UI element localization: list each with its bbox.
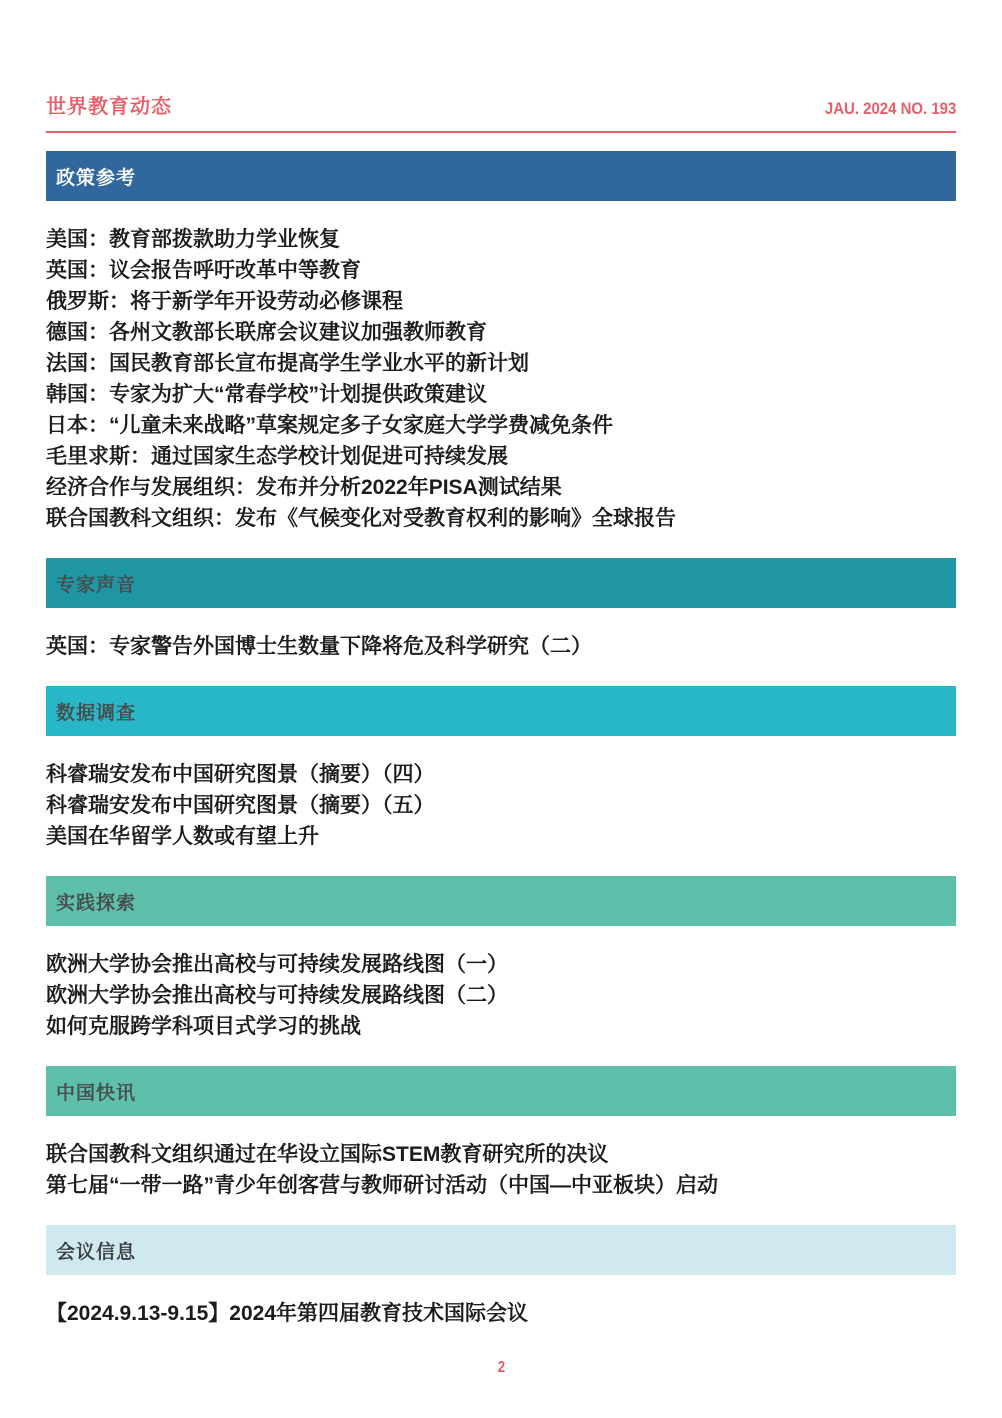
toc-item: 美国在华留学人数或有望上升 bbox=[46, 825, 319, 848]
brand-title: 世界教育动态 bbox=[46, 96, 172, 118]
section-item-list bbox=[46, 949, 956, 1042]
page-number: 2 bbox=[497, 1359, 505, 1376]
masthead bbox=[46, 90, 956, 119]
toc-item: 科睿瑞安发布中国研究图景（摘要）（五） bbox=[46, 794, 435, 817]
toc-item: 如何克服跨学科项目式学习的挑战 bbox=[46, 1015, 361, 1038]
issue-label: JAU. 2024 NO. 193 bbox=[824, 99, 956, 118]
section-banner-policy-reference bbox=[46, 151, 956, 201]
section-title: 专家声音 bbox=[56, 574, 137, 596]
toc-item: 法国：国民教育部长宣布提高学生学业水平的新计划 bbox=[46, 352, 529, 375]
section-item-list bbox=[46, 1139, 956, 1201]
section-practice-exploration bbox=[46, 876, 956, 1042]
toc-item: 毛里求斯：通过国家生态学校计划促进可持续发展 bbox=[46, 445, 508, 468]
toc-item: 英国：议会报告呼吁改革中等教育 bbox=[46, 259, 361, 282]
section-data-survey bbox=[46, 686, 956, 852]
section-title: 实践探索 bbox=[56, 892, 137, 914]
toc-item: 联合国教科文组织：发布《气候变化对受教育权利的影响》全球报告 bbox=[46, 507, 676, 530]
section-title: 政策参考 bbox=[56, 167, 137, 189]
toc-item: 联合国教科文组织通过在华设立国际STEM教育研究所的决议 bbox=[46, 1143, 609, 1166]
section-title: 数据调查 bbox=[56, 702, 137, 724]
section-title: 会议信息 bbox=[56, 1241, 137, 1263]
section-banner-conference-info bbox=[46, 1225, 956, 1275]
toc-item: 经济合作与发展组织：发布并分析2022年PISA测试结果 bbox=[46, 476, 562, 499]
section-banner-expert-voices bbox=[46, 558, 956, 608]
section-banner-practice-exploration bbox=[46, 876, 956, 926]
section-item-list bbox=[46, 631, 956, 662]
toc-item: 德国：各州文教部长联席会议建议加强教师教育 bbox=[46, 321, 487, 344]
section-item-list bbox=[46, 224, 956, 534]
section-china-news bbox=[46, 1066, 956, 1201]
toc-item: 欧洲大学协会推出高校与可持续发展路线图（二） bbox=[46, 984, 508, 1007]
section-banner-data-survey bbox=[46, 686, 956, 736]
toc-sections bbox=[46, 151, 956, 1329]
toc-item: 第七届“一带一路”青少年创客营与教师研讨活动（中国—中亚板块）启动 bbox=[46, 1174, 718, 1197]
toc-item: 日本：“儿童未来战略”草案规定多子女家庭大学学费减免条件 bbox=[46, 414, 613, 437]
section-expert-voices bbox=[46, 558, 956, 662]
header-rule bbox=[46, 131, 956, 133]
section-banner-china-news bbox=[46, 1066, 956, 1116]
section-title: 中国快讯 bbox=[56, 1082, 137, 1104]
section-policy-reference bbox=[46, 151, 956, 534]
section-item-list bbox=[46, 759, 956, 852]
toc-item: 英国：专家警告外国博士生数量下降将危及科学研究（二） bbox=[46, 635, 592, 658]
page-footer bbox=[46, 1359, 956, 1377]
toc-item: 【2024.9.13-9.15】2024年第四届教育技术国际会议 bbox=[46, 1302, 529, 1325]
section-conference-info bbox=[46, 1225, 956, 1329]
toc-item: 美国：教育部拨款助力学业恢复 bbox=[46, 228, 340, 251]
toc-item: 俄罗斯：将于新学年开设劳动必修课程 bbox=[46, 290, 403, 313]
toc-item: 韩国：专家为扩大“常春学校”计划提供政策建议 bbox=[46, 383, 487, 406]
section-item-list bbox=[46, 1298, 956, 1329]
toc-item: 欧洲大学协会推出高校与可持续发展路线图（一） bbox=[46, 953, 508, 976]
toc-item: 科睿瑞安发布中国研究图景（摘要）（四） bbox=[46, 763, 435, 786]
